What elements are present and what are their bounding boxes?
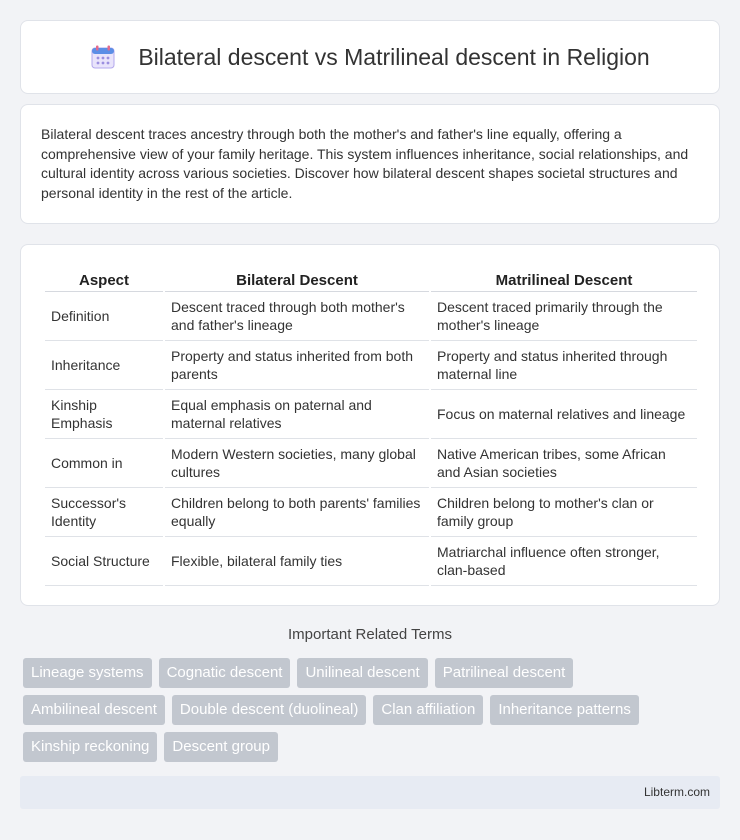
table-row <box>45 390 697 439</box>
cell-bilateral: Property and status inherited from both parents <box>165 341 429 390</box>
cell-bilateral: Equal emphasis on paternal and maternal relatives <box>165 390 429 439</box>
related-term-tag[interactable]: Ambilineal descent <box>23 695 165 725</box>
table-row <box>45 292 697 341</box>
related-term-tag[interactable]: Unilineal descent <box>297 658 427 688</box>
comparison-table <box>43 265 699 586</box>
related-term-tag[interactable]: Lineage systems <box>23 658 152 688</box>
footer <box>20 776 720 809</box>
related-terms-title: Important Related Terms <box>288 626 452 643</box>
cell-aspect: Kinship Emphasis <box>45 390 163 439</box>
cell-aspect: Social Structure <box>45 537 163 586</box>
cell-bilateral: Descent traced through both mother's and father's lineage <box>165 292 429 341</box>
cell-matrilineal: Focus on maternal relatives and lineage <box>431 390 697 439</box>
related-term-tag[interactable]: Cognatic descent <box>159 658 291 688</box>
related-term-tag[interactable]: Descent group <box>164 732 278 762</box>
footer-site-link[interactable]: Libterm.com <box>643 785 710 799</box>
cell-bilateral: Flexible, bilateral family ties <box>165 537 429 586</box>
table-row <box>45 488 697 537</box>
header-matrilineal: Matrilineal Descent <box>431 265 697 292</box>
header-bilateral: Bilateral Descent <box>165 265 429 292</box>
cell-matrilineal: Native American tribes, some African and Asian societies <box>431 439 697 488</box>
related-term-tag[interactable]: Patrilineal descent <box>435 658 574 688</box>
page-title: Bilateral descent vs Matrilineal descent in Religion <box>138 43 650 70</box>
cell-aspect: Successor's Identity <box>45 488 163 537</box>
cell-aspect: Inheritance <box>45 341 163 390</box>
header-aspect: Aspect <box>45 265 163 292</box>
cell-matrilineal: Property and status inherited through maternal line <box>431 341 697 390</box>
cell-bilateral: Modern Western societies, many global cultures <box>165 439 429 488</box>
related-term-tag[interactable]: Inheritance patterns <box>490 695 639 725</box>
cell-matrilineal: Matriarchal influence often stronger, clan-based <box>431 537 697 586</box>
related-term-tag[interactable]: Double descent (duolineal) <box>172 695 366 725</box>
cell-matrilineal: Descent traced primarily through the mother's lineage <box>431 292 697 341</box>
intro-card <box>20 104 720 224</box>
title-card <box>20 20 720 94</box>
table-row <box>45 341 697 390</box>
comparison-card <box>20 244 720 606</box>
intro-text: Bilateral descent traces ancestry through both the mother's and father's line equally, offering a comprehensive view of your family heritage. This system influences inheritance, social relationships, and cultural identity across various societies. Discover how bilateral descent shapes societal structures and personal identity in the rest of the article. <box>41 126 689 201</box>
related-terms-list <box>23 658 713 762</box>
table-row <box>45 439 697 488</box>
table-header-row <box>45 265 697 292</box>
calendar-icon <box>90 44 116 70</box>
table-row <box>45 537 697 586</box>
related-term-tag[interactable]: Clan affiliation <box>373 695 483 725</box>
related-term-tag[interactable]: Kinship reckoning <box>23 732 157 762</box>
cell-aspect: Common in <box>45 439 163 488</box>
cell-aspect: Definition <box>45 292 163 341</box>
cell-matrilineal: Children belong to mother's clan or family group <box>431 488 697 537</box>
cell-bilateral: Children belong to both parents' families equally <box>165 488 429 537</box>
